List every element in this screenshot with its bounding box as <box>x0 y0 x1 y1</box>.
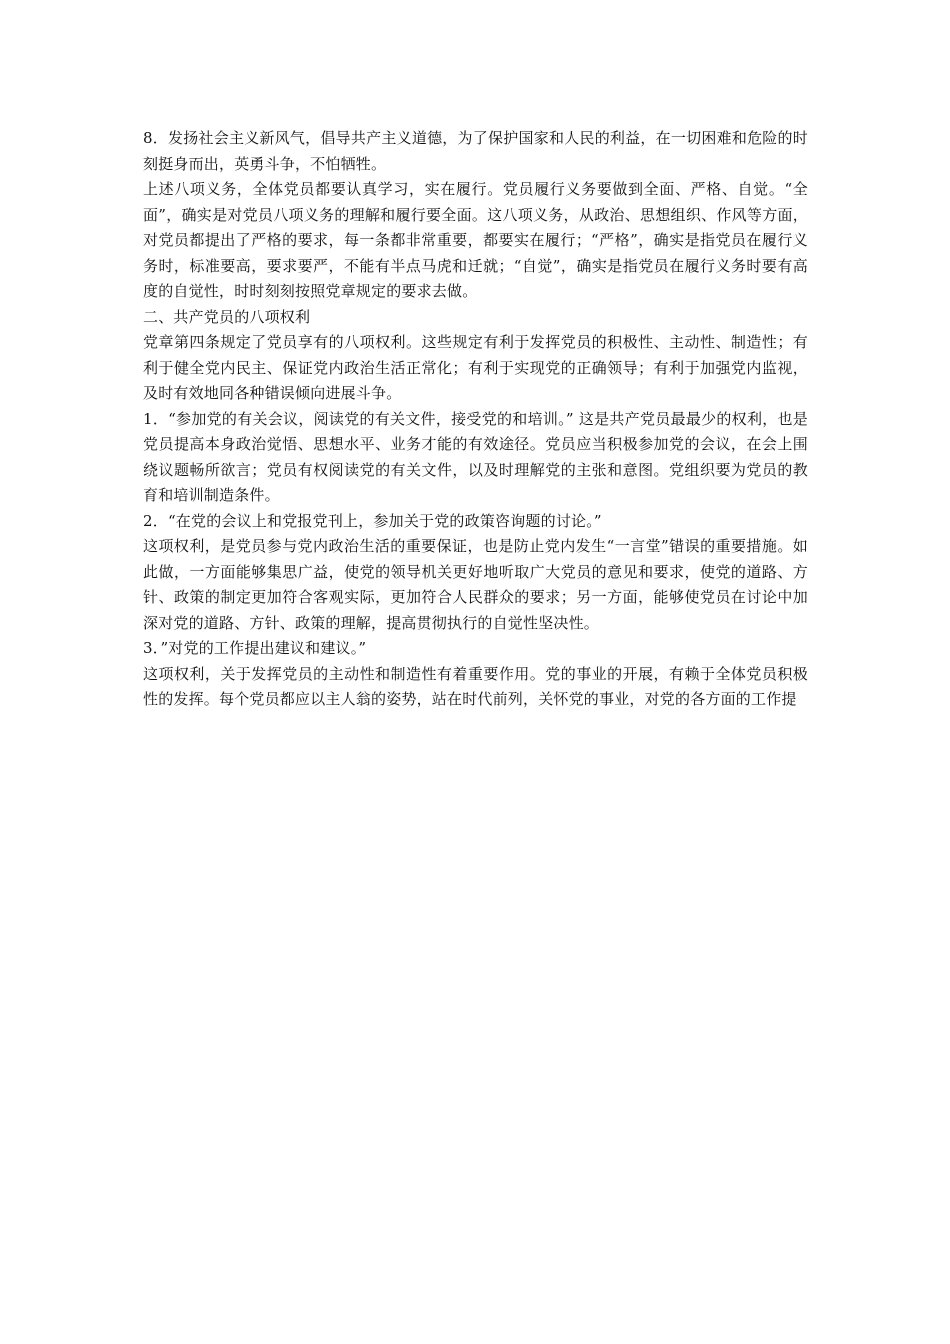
paragraph-right-1: 1．“参加党的有关会议，阅读党的有关文件，接受党的和培训。” 这是共产党员最最少的权利，也是党员提高本身政治觉悟、思想水平、业务才能的有效途径。党员应当积极参加党的会议，在会上围绕议题畅所欲言；党员有权阅读党的有关文件，以及时理解党的主张和意图。党组织要为党员的教育和培训制造条件。 <box>143 409 808 504</box>
document-body <box>143 126 808 713</box>
paragraph-right-2-title: 2．“在党的会议上和党报党刊上，参加关于党的政策咨询题的讨论。” <box>143 511 602 530</box>
paragraph-rights-intro: 党章第四条规定了党员享有的八项权利。这些规定有利于发挥党员的积极性、主动性、制造性；有利于健全党内民主、保证党内政治生活正常化；有利于实现党的正确领导；有利于加强党内监视，及时有效地同各种错误倾向进展斗争。 <box>143 333 808 402</box>
paragraph-right-2-body: 这项权利，是党员参与党内政治生活的重要保证，也是防止党内发生“一言堂”错误的重要措施。如此做，一方面能够集思广益，使党的领导机关更好地听取广大党员的意见和要求，使党的道路、方针、政策的制定更加符合客观实际，更加符合人民群众的要求；另一方面，能够使党员在讨论中加深对党的道路、方针、政策的理解，提高贯彻执行的自觉性坚决性。 <box>143 537 808 632</box>
paragraph-duty-8: 8．发扬社会主义新风气，倡导共产主义道德，为了保护国家和人民的利益，在一切困难和危险的时刻挺身而出，英勇斗争，不怕牺牲。 <box>143 129 808 173</box>
paragraph-right-3-title: 3．”对党的工作提出建议和建议。” <box>143 639 367 657</box>
paragraph-right-3-body: 这项权利，关于发挥党员的主动性和制造性有着重要作用。党的事业的开展，有赖于全体党员积极性的发挥。每个党员都应以主人翁的姿势，站在时代前列，关怀党的事业，对党的各方面的工作提 <box>143 664 808 708</box>
paragraph-duties-summary: 上述八项义务，全体党员都要认真学习，实在履行。党员履行义务要做到全面、严格、自觉。“全面”，确实是对党员八项义务的理解和履行要全面。这八项义务，从政治、思想组织、作风等方面，对党员都提出了严格的要求，每一条都非常重要，都要实在履行；“严格”，确实是指党员在履行义务时，标准要高，要求要严，不能有半点马虎和迁就；“自觉”，确实是指党员在履行义务时要有高度的自觉性，时时刻刻按照党章规定的要求去做。 <box>143 180 808 300</box>
section-heading-rights: 二、共产党员的八项权利 <box>143 307 311 326</box>
